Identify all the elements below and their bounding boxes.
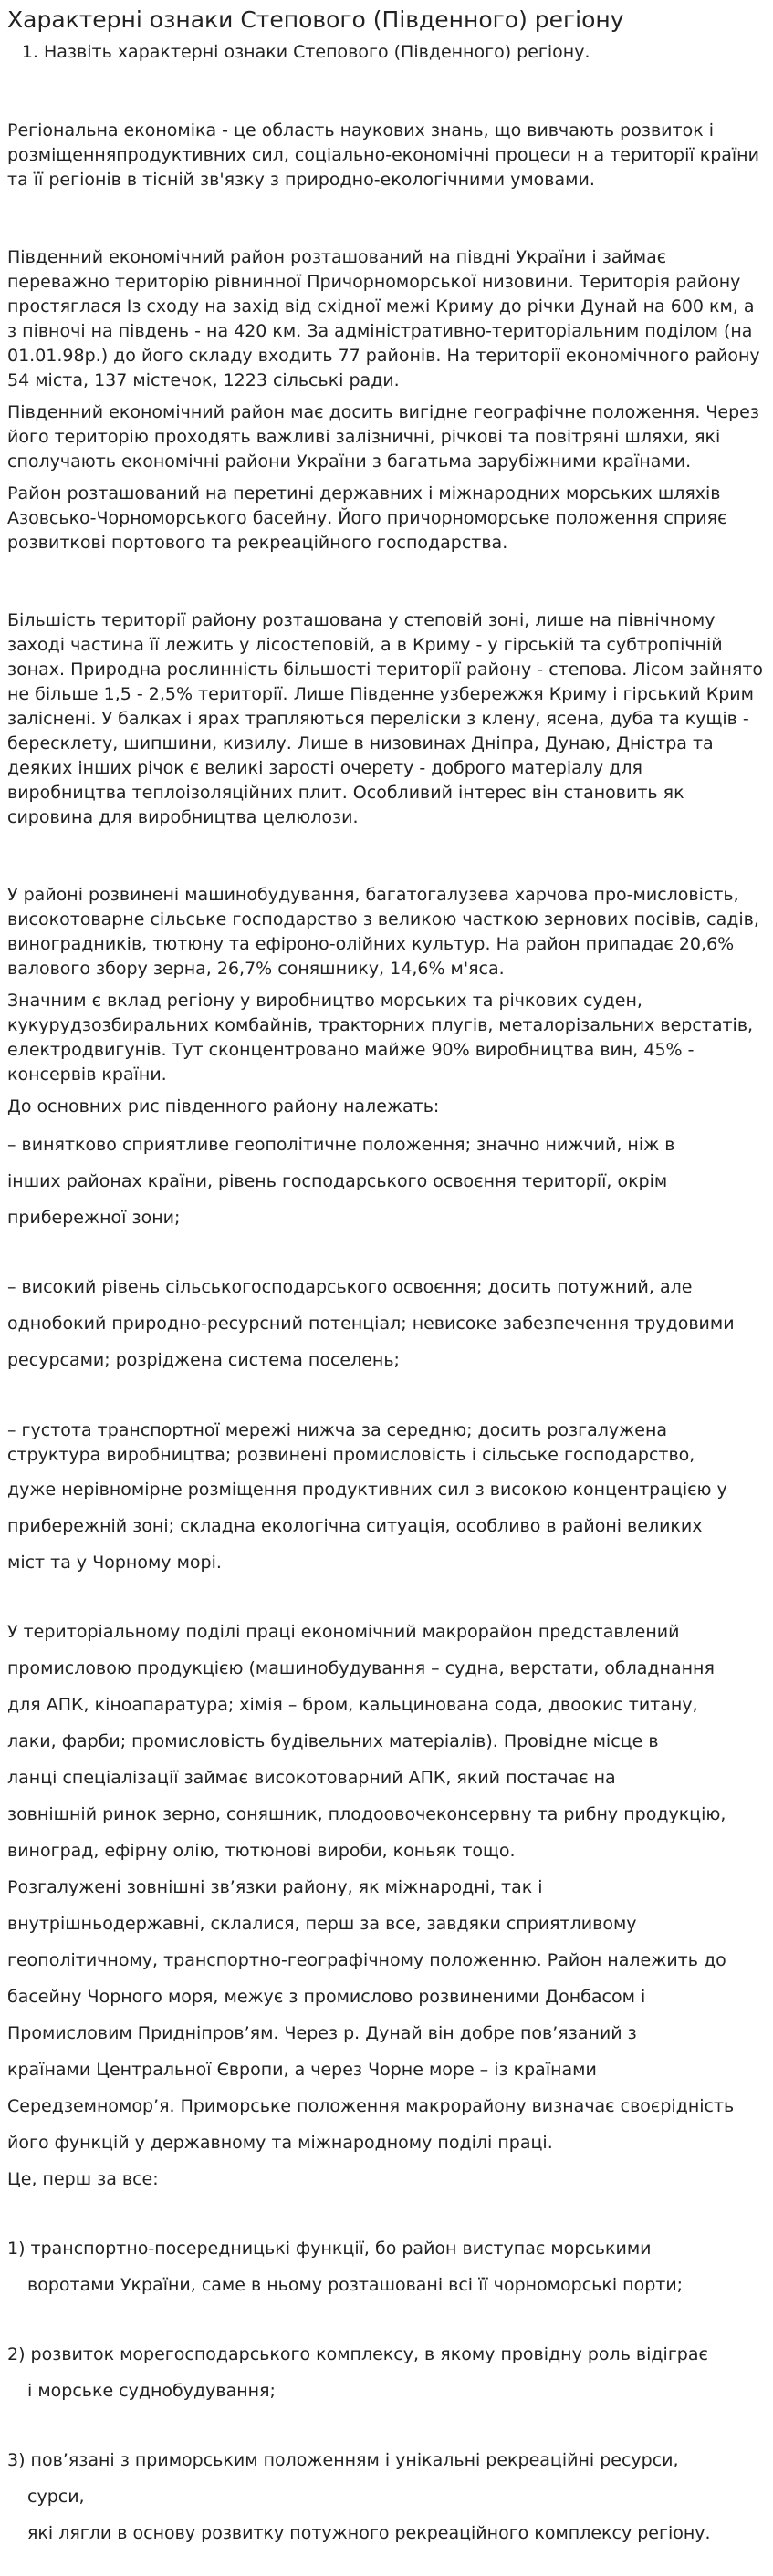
features-list xyxy=(7,1127,766,1581)
location-block xyxy=(7,245,766,556)
feature-item: – високий рівень сільськогосподарського освоєння; досить потужний, але однобокий природно-ресурсний потенціал; невисоке забезпечення трудовими ресурсами; розріджена система поселень; xyxy=(7,1277,735,1370)
nature-block xyxy=(7,608,766,830)
economy-block xyxy=(7,883,766,1119)
paragraph-features-intro: До основних рис південного району належать: xyxy=(7,1096,440,1117)
feature-item: – винятково сприятливе геополітичне положення; значно нижчий, ніж в інших районах країни, рівень господарського освоєння території, окрім прибережної зони; xyxy=(7,1135,675,1228)
paragraph-production: Значним є вклад регіону у виробництво морських та річкових суден, кукурудзозбиральних комбайнів, тракторних плугів, металорізальних верстатів, електродвигунів. Тут сконцентровано майже 90% виробництва вин, 45% - консервів країни. xyxy=(7,991,754,1085)
paragraph-geo-position: Південний економічний район має досить вигідне географічне положення. Через його територію проходять важливі залізничні, річкові та повітряні шляхи, які сполучають економічні райони України з багатьма зарубіжними країнами. xyxy=(7,402,759,472)
function-item: 3) пов’язані з приморським положенням і унікальні рекреаційні ресурси, сурси, які лягли в основу розвитку потужного рекреаційного комплексу регіону. xyxy=(7,2450,711,2543)
labour-division-block: У територіальному поділі праці економічний макрорайон представлений промисловою продукцією (машинобудування – судна, верстати, обладнання для АПК, кіноапаратура; хімія – бром, кальцинована сода, двоокис титану, лаки, фарби; промисловість будівельних матеріалів). Провідне місце в ланці спеціалізації займає високотоварний АПК, який постачає на зовнішній ринок зерно, соняшник, плодоовочеконсервну та рибну продукцію, виноград, ефірну олію, тютюнові вироби, коньяк тощо. Розгалужені зовнішні зв’язки району, як міжнародні, так і внутрішньодержавні, склалися, перш за все, завдяки сприятливому геополітичному, транспортно-географічному положенню. Район належить до басейну Чорного моря, межує з промислово розвиненими Донбасом і Промисловим Придніпров’ям. Через р. Дунай він добре пов’язаний з країнами Центральної Європи, а через Чорне море – із країнами Середземномор’я. Приморське положення макрорайону визначає своєрідність його функцій у державному та міжнародному поділі праці. Це, перш за все: xyxy=(7,1622,735,2189)
paragraph-nature: Більшість території району розташована у степовій зоні, лише на північному заході частина її лежить у лісостеповій, а в Криму - у гірській та субтропічній зонах. Природна рослинність більшості території району - степова. Лісом зайнято не більше 1,5 - 2,5% території. Лише Південне узбережжя Криму і гірський Крим заліснені. У балках і ярах трапляються переліски з клену, ясена, дуба та кущів - бересклету, шипшини, кизилу. Лише в низовинах Дніпра, Дунаю, Дністра та деяких інших річок є великі зарості очерету - доброго матеріалу для виробництва теплоізоляційних плит. Особливий інтерес він становить як сировина для виробництва целюлози. xyxy=(7,610,764,827)
feature-item: – густота транспортної мережі нижча за середню; досить розгалужена структура виробництва; розвинені промисловість і сільське господарство, дуже нерівномірне розміщення продуктивних сил з високою концентрацією у прибережній зоні; складна екологічна ситуація, особливо в районі великих міст та у Чорному морі. xyxy=(7,1420,727,1573)
paragraph-definition: Регіональна економіка - це область наукових знань, що вивчають розвиток і розміщенняпродуктивних сил, соціально-економічні процеси н а території країни та її регіонів в тісній зв'язку з природно-екологічними умовами. xyxy=(7,120,759,190)
paragraph-industry: У районі розвинені машинобудування, багатогалузева харчова про-мисловість, високотоварне сільське господарство з великою часткою зернових посівів, садів, виноградників, тютюну та ефіроно-олійних культур. На район припадає 20,6% валового збору зерна, 26,7% соняшнику, 14,6% м'яса. xyxy=(7,885,759,979)
question-list xyxy=(7,40,766,64)
functions-list xyxy=(7,2230,766,2551)
paragraph-sea-routes: Район розташований на перетині державних і міжнародних морських шляхів Азовсько-Чорноморського басейну. Його причорноморське положення сприяє розвиткові портового та рекреаційного господарства. xyxy=(7,483,727,553)
page-title: Характерні ознаки Степового (Південного) регіону xyxy=(7,6,624,33)
paragraph-location: Південний економічний район розташований на півдні України і займає переважно територію рівнинної Причорноморської низовини. Територія району простяглася Із сходу на захід від східної межі Криму до річки Дунай на 600 км, а з півночі на південь - на 420 км. За адміністративно-територіальним поділом (на 01.01.98р.) до його складу входить 77 районів. На території економічного району 54 міста, 137 містечок, 1223 сільські ради. xyxy=(7,247,760,390)
question-item: 1. Назвіть характерні ознаки Степового (Південного) регіону. xyxy=(44,40,766,64)
intro-block xyxy=(7,119,766,192)
function-item: 1) транспортно-посередницькі функції, бо район виступає морськими воротами України, саме в ньому розташовані всі її чорноморські порти; xyxy=(7,2238,684,2295)
function-item: 2) розвиток морегосподарського комплексу, в якому провідну роль відіграє і морське суднобудування; xyxy=(7,2344,708,2401)
